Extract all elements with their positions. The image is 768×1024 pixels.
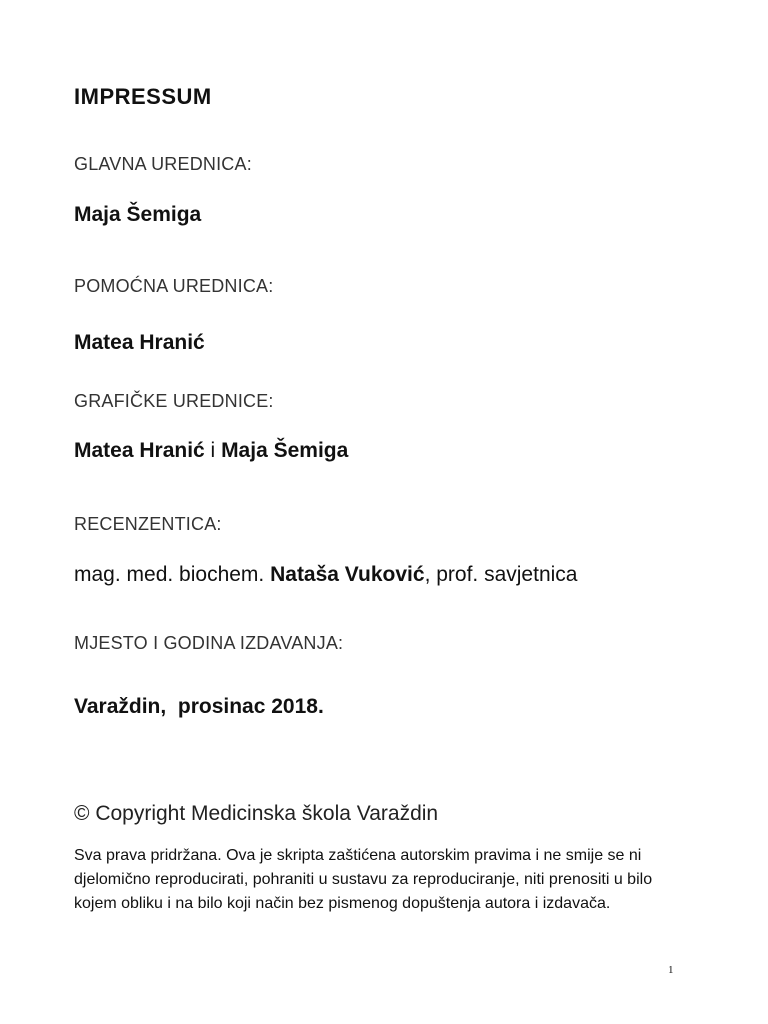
- assistant-editor-name: Matea Hranić: [74, 331, 205, 354]
- copyright-symbol: ©: [74, 802, 90, 825]
- reviewer-title-suffix: , prof. savjetnica: [424, 563, 578, 586]
- reviewer-line: [74, 563, 577, 587]
- page-title: IMPRESSUM: [74, 84, 212, 109]
- reviewer-title-prefix: mag. med. biochem.: [74, 563, 271, 586]
- graphic-editor-1: Matea Hranić: [74, 439, 205, 462]
- place-year-value: Varaždin, prosinac 2018.: [74, 695, 324, 718]
- editor-in-chief-label: GLAVNA UREDNICA:: [74, 154, 252, 174]
- place-year-label: MJESTO I GODINA IZDAVANJA:: [74, 633, 344, 653]
- graphic-editor-2: Maja Šemiga: [221, 439, 349, 462]
- page-number: 1: [668, 964, 674, 976]
- reviewer-name: Nataša Vuković: [270, 563, 425, 586]
- copyright-text: Copyright Medicinska škola Varaždin: [89, 802, 439, 825]
- assistant-editor-label: POMOĆNA UREDNICA:: [74, 276, 274, 296]
- editor-in-chief-name: Maja Šemiga: [74, 203, 202, 226]
- copyright-line: [74, 802, 438, 826]
- reviewer-label: RECENZENTICA:: [74, 514, 222, 534]
- conjunction: i: [204, 439, 222, 462]
- graphic-editors-label: GRAFIČKE UREDNICE:: [74, 391, 274, 411]
- rights-statement: Sva prava pridržana. Ova je skripta zaštićena autorskim pravima i ne smije se ni djelomično reproducirati, pohraniti u sustavu za reproduciranje, niti prenositi u bilo kojem obliku i na bilo koji način bez pismenog dopuštenja autora i izdavača.: [74, 847, 653, 912]
- graphic-editors-names: [74, 439, 348, 463]
